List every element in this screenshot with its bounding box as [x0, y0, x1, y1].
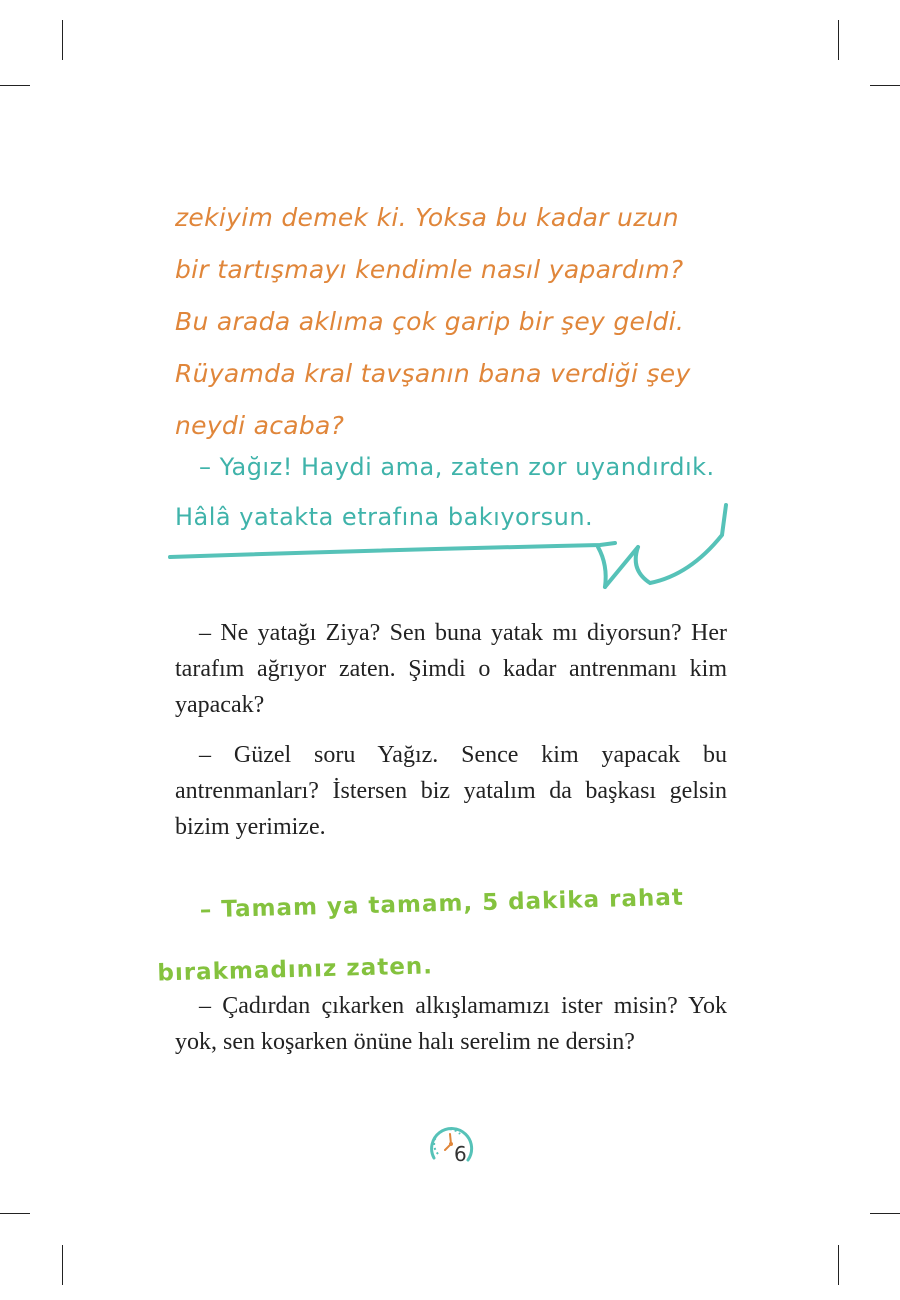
paragraph: – Ne yatağı Ziya? Sen buna yatak mı diyorsun? Her tarafım ağrıyor zaten. Şimdi o kadar antrenmanı kim yapacak? — [175, 620, 727, 718]
page-number-badge — [424, 1120, 478, 1174]
crop-mark — [838, 20, 839, 60]
crop-mark — [62, 1245, 63, 1285]
crop-mark — [870, 85, 900, 86]
paragraph: – Çadırdan çıkarken alkışlamamızı ister misin? Yok yok, sen koşarken önüne halı serelim ne dersin? — [175, 993, 727, 1055]
thought-line: Rüyamda kral tavşanın bana verdiği şey — [175, 359, 691, 388]
body-paragraphs — [175, 615, 727, 859]
crop-mark — [838, 1245, 839, 1285]
stopwatch-icon — [424, 1120, 478, 1174]
crop-mark — [0, 85, 30, 86]
green-dialog-line: bırakmadınız zaten. — [157, 953, 434, 987]
thought-text — [175, 192, 735, 452]
bubble-dialog-line: – Yağız! Haydi ama, zaten zor uyandırdık. — [199, 453, 715, 481]
crop-mark — [870, 1213, 900, 1214]
green-dialog-line: – Tamam ya tamam, 5 dakika rahat — [199, 884, 685, 924]
thought-line: zekiyim demek ki. Yoksa bu kadar uzun — [175, 203, 679, 232]
green-dialog — [157, 865, 738, 1004]
crop-mark — [62, 20, 63, 60]
body-paragraphs — [175, 988, 727, 1074]
thought-line: neydi acaba? — [175, 411, 345, 440]
speech-bubble-outline — [160, 495, 750, 605]
bubble-dialog-line: Hâlâ yatakta etrafına bakıyorsun. — [175, 503, 594, 531]
paragraph: – Güzel soru Yağız. Sence kim yapacak bu antrenmanları? İstersen biz yatalım da başkası gelsin bizim yerimize. — [175, 742, 727, 840]
page-number: 6 — [454, 1142, 467, 1166]
thought-line: Bu arada aklıma çok garip bir şey geldi. — [175, 307, 685, 336]
thought-line: bir tartışmayı kendimle nasıl yapardım? — [175, 255, 684, 284]
crop-mark — [0, 1213, 30, 1214]
